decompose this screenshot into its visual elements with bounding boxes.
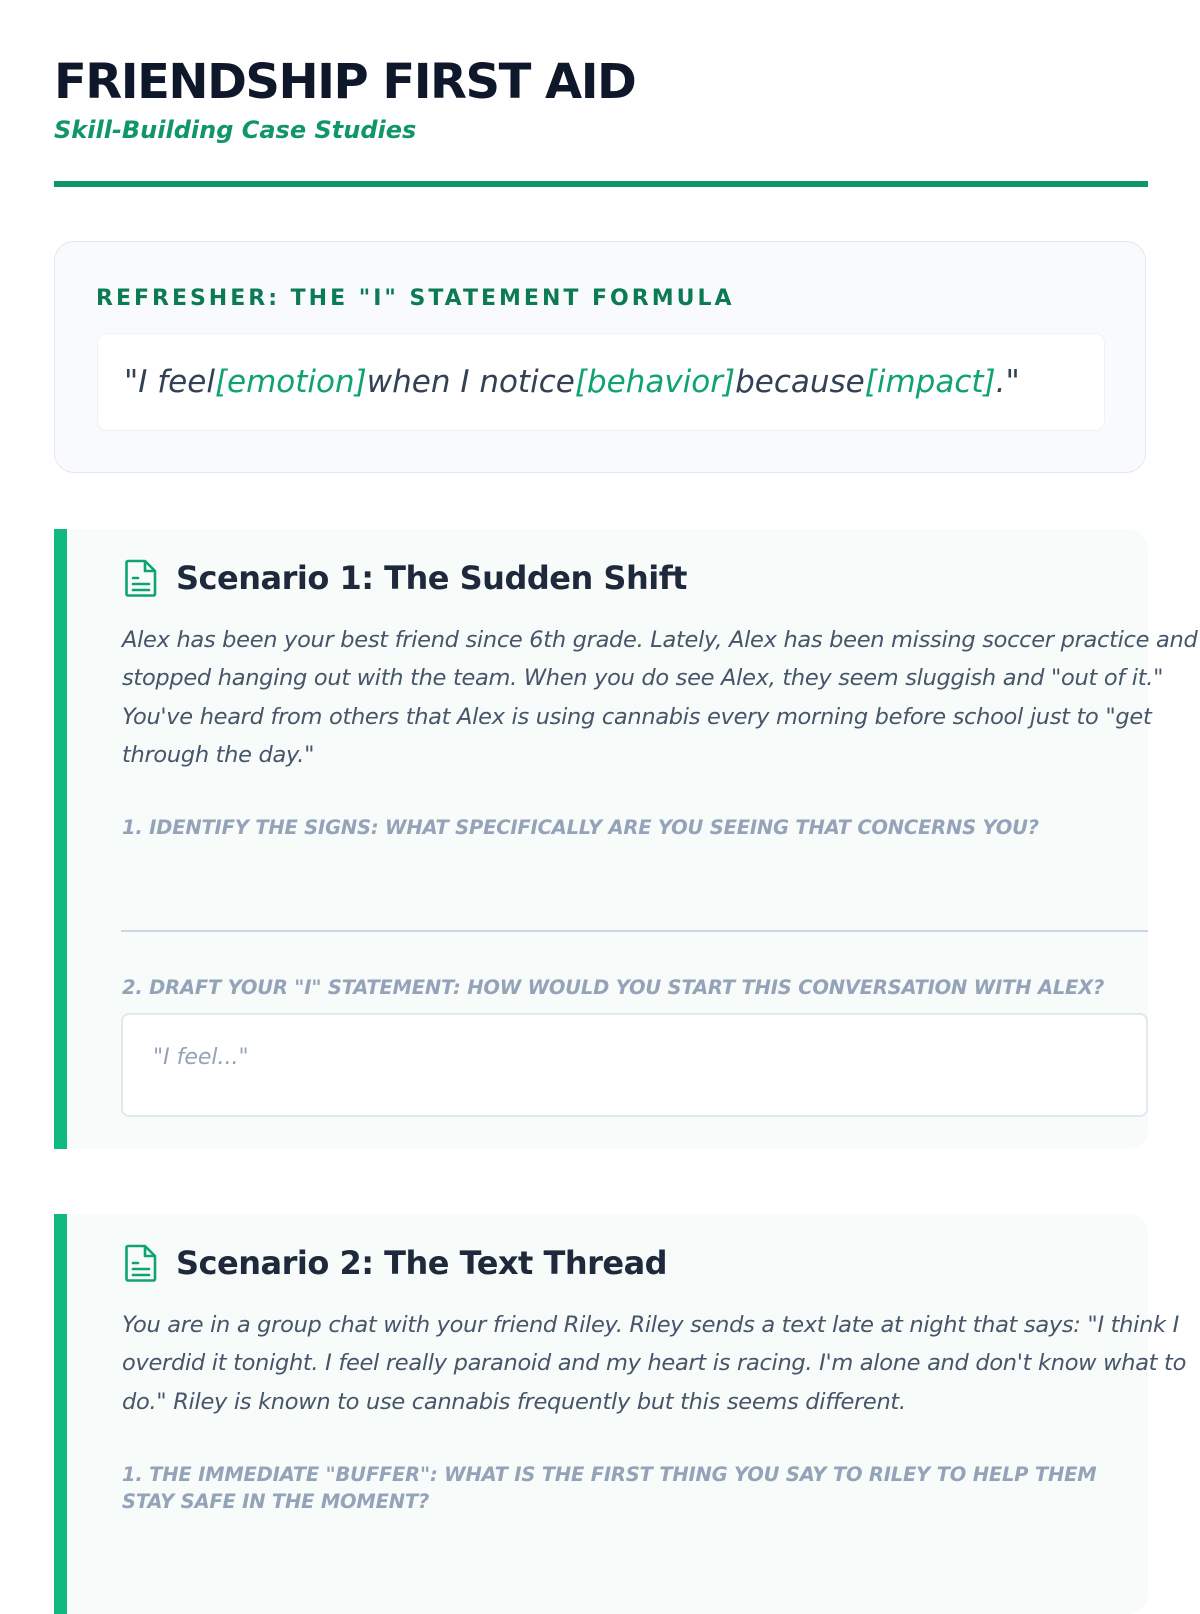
scenario-header: [124, 1244, 667, 1282]
scenario-description: You are in a group chat with your friend Riley. Riley sends a text late at night that says: "I think I overdid it tonight. I feel really paranoid and my heart is racing. I'm alone and don't know what to do." Riley is known to use cannabis frequently but this seems different.: [122, 1312, 1187, 1415]
question-label: 1. THE IMMEDIATE "BUFFER": WHAT IS THE FIRST THING YOU SAY TO RILEY TO HELP THEM STAY SAFE IN THE MOMENT?: [122, 1463, 1097, 1513]
scenario-title: Scenario 1: The Sudden Shift: [176, 559, 687, 597]
scenario-card: [54, 529, 1198, 1149]
formula-box: [97, 333, 1105, 431]
scenario-description: Alex has been your best friend since 6th grade. Lately, Alex has been missing soccer practice and stopped hanging out with the team. When you do see Alex, they seem sluggish and "out of it." You've heard from others that Alex is using cannabis every morning before school just to "get through the day.": [122, 627, 1198, 768]
scenario-card: [54, 1214, 1187, 1614]
document-icon: [124, 1244, 158, 1282]
answer-line[interactable]: [121, 930, 1148, 932]
page-subtitle: Skill-Building Case Studies: [54, 116, 417, 144]
header-divider: [54, 181, 1148, 187]
answer-input[interactable]: "I feel...": [121, 1013, 1148, 1117]
scenario-header: [124, 559, 687, 597]
scenario-title: Scenario 2: The Text Thread: [176, 1244, 668, 1282]
page-title: FRIENDSHIP FIRST AID: [54, 54, 636, 110]
question-label: 2. DRAFT YOUR "I" STATEMENT: HOW WOULD YOU START THIS CONVERSATION WITH ALEX?: [122, 976, 1105, 999]
scenario-accent-bar: [54, 529, 67, 1149]
document-icon: [124, 559, 158, 597]
scenario-accent-bar: [54, 1214, 67, 1614]
formula-middle-1: when I notice: [366, 364, 575, 400]
formula-behavior: [behavior]: [574, 364, 736, 400]
formula-open: "I feel: [124, 364, 215, 400]
formula-close: .": [995, 364, 1020, 400]
page-header: [54, 52, 1148, 144]
formula-emotion: [emotion]: [214, 364, 367, 400]
question-label: 1. IDENTIFY THE SIGNS: WHAT SPECIFICALLY ARE YOU SEEING THAT CONCERNS YOU?: [122, 816, 1039, 839]
formula-middle-2: because: [735, 364, 865, 400]
refresher-heading: REFRESHER: THE "I" STATEMENT FORMULA: [96, 286, 735, 311]
refresher-card: [54, 241, 1146, 473]
formula-impact: [impact]: [864, 364, 996, 400]
